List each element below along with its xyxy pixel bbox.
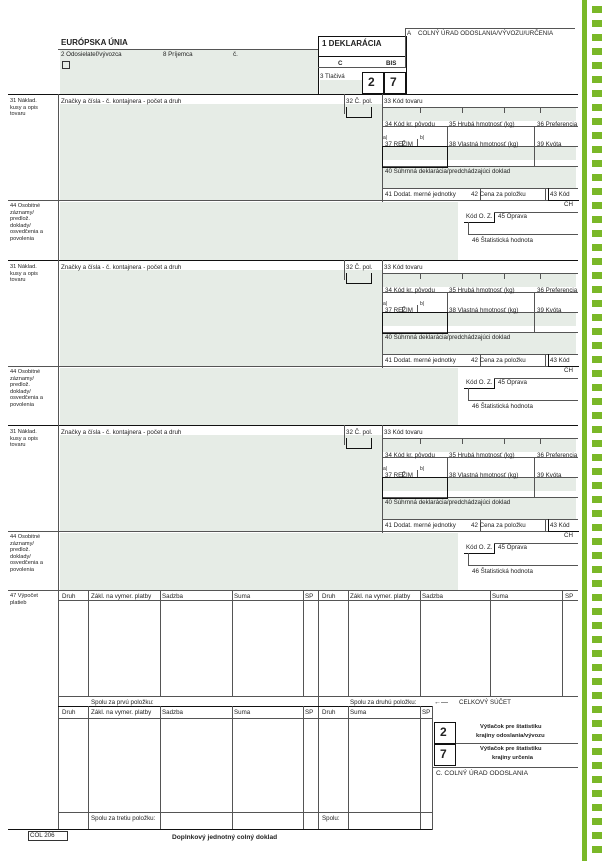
druh-3: Druh: [62, 709, 76, 716]
perforation-dash: [592, 496, 602, 503]
perforation-dash: [592, 748, 602, 755]
field-38-label: 38 Vlastná hmotnosť (kg): [449, 472, 519, 479]
perforation-dash: [592, 538, 602, 545]
perforation-dash: [592, 594, 602, 601]
perforation-dash: [592, 188, 602, 195]
line: [8, 531, 382, 532]
zakl-1: Zákl. na vymer. platby: [91, 593, 152, 600]
line: [232, 590, 233, 696]
oz-code-label: Kód O. Z.: [466, 379, 493, 386]
perforation-dash: [592, 104, 602, 111]
perforation-dash: [592, 832, 602, 839]
line: [348, 590, 349, 696]
perforation-dash: [592, 678, 602, 685]
field-45-label: 45 Oprava: [498, 213, 527, 220]
line: [58, 49, 318, 50]
perforation-dash: [592, 426, 602, 433]
field-32-label: 32 Č. pol.: [346, 98, 373, 105]
green-margin-strip: [582, 0, 587, 861]
line: [504, 107, 505, 113]
line: [456, 743, 578, 744]
field-43-label: 43 Kód: [550, 191, 570, 198]
line: [540, 438, 541, 444]
perforation-dash: [592, 6, 602, 13]
line: [504, 273, 505, 279]
copy-2-desc-1: Výtlačok pre štatistiku: [480, 724, 542, 730]
line: [417, 470, 418, 477]
line: [58, 718, 432, 719]
shade: [382, 438, 576, 452]
field-46-label: 46 Štatistická hodnota: [472, 237, 533, 244]
line: [468, 388, 469, 400]
office-label: COLNÝ ÚRAD ODOSLANIA/VÝVOZU/URČENIA: [418, 30, 554, 37]
perforation-dash: [592, 720, 602, 727]
perforation-dash: [592, 314, 602, 321]
line: [318, 590, 319, 830]
suma-4: Suma: [350, 709, 367, 716]
suma-1: Suma: [234, 593, 251, 600]
field-3-label: 3 Tlačivá: [320, 73, 345, 80]
field-43-ch: CH: [564, 201, 573, 208]
perforation-dash: [592, 356, 602, 363]
arrow-left-icon: ←—: [434, 699, 448, 706]
line: [344, 425, 345, 445]
perforation-dash: [592, 286, 602, 293]
copy-7-desc-2: krajiny určenia: [492, 755, 533, 761]
perforation-dash: [592, 454, 602, 461]
field-33-label: 33 Kód tovaru: [384, 264, 423, 271]
spolu-3: Spolu za tretiu položku:: [91, 815, 156, 822]
line: [462, 107, 463, 113]
field-37-label: 37 REŽIM: [385, 472, 413, 479]
field-34b-label: b|: [420, 135, 425, 141]
sp-1: SP: [305, 593, 314, 600]
perforation-dash: [592, 552, 602, 559]
perforation-dash: [592, 132, 602, 139]
line: [303, 590, 304, 696]
line: [405, 28, 406, 68]
eu-title: EURÓPSKA ÚNIA: [61, 38, 128, 47]
line: [420, 590, 421, 696]
sadzba-3: Sadzba: [162, 709, 183, 716]
line: [562, 590, 563, 696]
zakl-2: Zákl. na vymer. platby: [350, 593, 411, 600]
sp-2: SP: [565, 593, 574, 600]
spolu-4: Spolu:: [322, 815, 340, 822]
marks-label: Značky a čísla - č. kontajnera - počet a druh: [61, 429, 182, 436]
druh-2: Druh: [322, 593, 336, 600]
line: [468, 222, 469, 234]
perforation-dash: [592, 244, 602, 251]
perforation-dash: [592, 510, 602, 517]
line: [432, 767, 578, 768]
line: [8, 366, 382, 367]
field-36-label: 36 Preferencia: [537, 287, 578, 294]
total-sum-label: CELKOVÝ SÚČET: [459, 699, 511, 706]
shade: [60, 104, 382, 200]
copy-2-desc-2: krajiny odoslania/vývozu: [476, 733, 545, 739]
oz-code-label: Kód O. Z.: [466, 544, 493, 551]
perforation-dash: [592, 524, 602, 531]
sp-3: SP: [305, 709, 314, 716]
shade: [60, 202, 458, 260]
perforation-dash: [592, 706, 602, 713]
perforation-dash: [592, 398, 602, 405]
field-31-label: 31 Náklad. kusy a opis tovaru: [10, 264, 38, 284]
copy-7-number: 7: [440, 747, 447, 761]
field-43-label: 43 Kód: [550, 357, 570, 364]
field-33-label: 33 Kód tovaru: [384, 98, 423, 105]
field-8-c: č.: [233, 51, 238, 58]
line: [405, 28, 575, 29]
perforation-dash: [592, 160, 602, 167]
field-38-label: 38 Vlastná hmotnosť (kg): [449, 307, 519, 314]
line: [382, 273, 578, 274]
field-42-label: 42 Cena za položku: [471, 522, 526, 529]
perforation-dash: [592, 216, 602, 223]
shade: [382, 273, 576, 287]
line: [318, 67, 406, 68]
field-43-label: 43 Kód: [550, 522, 570, 529]
field-32-label: 32 Č. pol.: [346, 264, 373, 271]
regime-box[interactable]: [382, 312, 448, 334]
line: [58, 94, 59, 260]
line: [318, 56, 406, 57]
field-39-label: 39 Kvóta: [537, 141, 562, 148]
field-34a-label: a|: [383, 135, 388, 141]
field-44-label: 44 Osobitné záznamy/ predlož. doklady/ osvedčenia a povolenia: [10, 534, 43, 573]
field-33-label: 33 Kód tovaru: [384, 429, 423, 436]
spolu-1: Spolu za prvú položku:: [91, 699, 154, 706]
line: [534, 457, 535, 497]
regime-box[interactable]: [382, 477, 448, 499]
line: [468, 565, 578, 566]
perforation-dash: [592, 692, 602, 699]
field-45-label: 45 Oprava: [498, 544, 527, 551]
line: [545, 188, 546, 200]
line: [160, 590, 161, 696]
line: [88, 590, 89, 696]
shade: [60, 435, 382, 531]
item-number-box[interactable]: [346, 438, 372, 449]
sp-4: SP: [422, 709, 431, 716]
spolu-2: Spolu za druhú položku:: [350, 699, 417, 706]
perforation-dash: [592, 608, 602, 615]
field-8-label: 8 Príjemca: [163, 51, 193, 58]
perforation-dash: [592, 272, 602, 279]
suma-2: Suma: [492, 593, 509, 600]
shade: [60, 368, 458, 426]
field-39-label: 39 Kvóta: [537, 307, 562, 314]
field-43-ch: CH: [564, 367, 573, 374]
zakl-3: Zákl. na vymer. platby: [91, 709, 152, 716]
line: [504, 438, 505, 444]
perforation-dash: [592, 734, 602, 741]
perforation-dash: [592, 90, 602, 97]
line: [58, 812, 432, 813]
copy-7-desc-1: Výtlačok pre štatistiku: [480, 746, 542, 752]
perforation-dash: [592, 846, 602, 853]
perforation-dash: [592, 202, 602, 209]
perforation-dash: [592, 440, 602, 447]
perforation-dash: [592, 790, 602, 797]
line: [8, 425, 578, 426]
field-1-label: 1 DEKLARÁCIA: [322, 39, 382, 48]
field-37-label: 37 REŽIM: [385, 141, 413, 148]
line: [344, 94, 345, 114]
line: [420, 107, 421, 113]
form-number-7-text: 7: [390, 75, 397, 89]
field-31-label: 31 Náklad. kusy a opis tovaru: [10, 98, 38, 118]
field-37-label: 37 REŽIM: [385, 307, 413, 314]
field-34-label: 34 Kód kr. pôvodu: [385, 121, 435, 128]
field-36-label: 36 Preferencia: [537, 452, 578, 459]
field-42-label: 42 Cena za položku: [471, 357, 526, 364]
line: [382, 438, 578, 439]
line: [534, 292, 535, 332]
perforation-dash: [592, 776, 602, 783]
line: [58, 706, 432, 707]
perforation-dash: [592, 468, 602, 475]
line: [382, 107, 578, 108]
field-bis-label: BIS: [386, 60, 397, 67]
field-35-label: 35 Hrubá hmotnosť (kg): [449, 287, 515, 294]
perforation-dash: [592, 20, 602, 27]
field-35-label: 35 Hrubá hmotnosť (kg): [449, 121, 515, 128]
marks-label: Značky a čísla - č. kontajnera - počet a druh: [61, 264, 182, 271]
shade: [60, 533, 458, 591]
perforation-dash: [592, 118, 602, 125]
field-46-label: 46 Štatistická hodnota: [472, 568, 533, 575]
field-47-label: 47 Výpočet platieb: [10, 593, 38, 606]
sadzba-1: Sadzba: [162, 593, 183, 600]
field-44-label: 44 Osobitné záznamy/ predlož. doklady/ osvedčenia a povolenia: [10, 203, 43, 242]
field-32-label: 32 Č. pol.: [346, 429, 373, 436]
copy-2-number: 2: [440, 725, 447, 739]
shade: [60, 270, 382, 366]
payments-top-line: [8, 590, 578, 591]
perforation-dash: [592, 580, 602, 587]
druh-1: Druh: [62, 593, 76, 600]
form-code: COL 206: [30, 832, 55, 839]
perforation-dash: [592, 482, 602, 489]
field-2-checkbox[interactable]: [62, 61, 70, 69]
perforation-dash: [592, 48, 602, 55]
perforation-dash: [592, 342, 602, 349]
field-41-label: 41 Dodat. merné jednotky: [385, 191, 456, 198]
field-40-label: 40 Súhrnná deklarácia/predchádzajúci doklad: [385, 334, 511, 341]
line: [58, 696, 578, 697]
line: [462, 438, 463, 444]
field-34b-label: b|: [420, 466, 425, 472]
line: [545, 519, 546, 531]
line: [468, 234, 578, 235]
field-2-label: 2 Odosielateľ/vývozca: [61, 51, 122, 58]
perforation-dash: [592, 762, 602, 769]
field-35-label: 35 Hrubá hmotnosť (kg): [449, 452, 515, 459]
item-number-box[interactable]: [346, 107, 372, 118]
regime-box[interactable]: [382, 146, 448, 168]
field-45-label: 45 Oprava: [498, 379, 527, 386]
perforation-dash: [592, 34, 602, 41]
perforation-dash: [592, 370, 602, 377]
perforation-dash: [592, 412, 602, 419]
field-46-label: 46 Štatistická hodnota: [472, 403, 533, 410]
field-39-label: 39 Kvóta: [537, 472, 562, 479]
field-43-ch: CH: [564, 532, 573, 539]
field-34a-label: a|: [383, 301, 388, 307]
line: [8, 829, 432, 830]
field-41-label: 41 Dodat. merné jednotky: [385, 522, 456, 529]
perforation-dash: [592, 384, 602, 391]
line: [432, 706, 433, 830]
line: [545, 354, 546, 366]
druh-4: Druh: [322, 709, 336, 716]
perforation-dash: [592, 328, 602, 335]
suma-3: Suma: [234, 709, 251, 716]
shade: [382, 107, 576, 121]
item-number-box[interactable]: [346, 273, 372, 284]
field-36-label: 36 Preferencia: [537, 121, 578, 128]
field-34-label: 34 Kód kr. pôvodu: [385, 287, 435, 294]
perforation-dash: [592, 230, 602, 237]
marks-label: Značky a čísla - č. kontajnera - počet a druh: [61, 98, 182, 105]
perforation-dash: [592, 62, 602, 69]
line: [534, 126, 535, 166]
field-34b-label: b|: [420, 301, 425, 307]
line: [540, 273, 541, 279]
line: [417, 305, 418, 312]
line: [468, 553, 469, 565]
form-number-2-text: 2: [368, 75, 375, 89]
field-34a-label: a|: [383, 466, 388, 472]
line: [420, 438, 421, 444]
form-title: Doplnkový jednotný colný doklad: [172, 834, 278, 841]
line: [8, 260, 578, 261]
perforation-dash: [592, 818, 602, 825]
line: [8, 94, 578, 95]
field-40-label: 40 Súhrnná deklarácia/predchádzajúci doklad: [385, 168, 511, 175]
line: [420, 273, 421, 279]
line: [58, 260, 59, 426]
field-44-label: 44 Osobitné záznamy/ predlož. doklady/ osvedčenia a povolenia: [10, 369, 43, 408]
perforation-dash: [592, 566, 602, 573]
oz-code-label: Kód O. Z.: [466, 213, 493, 220]
line: [540, 107, 541, 113]
field-40-label: 40 Súhrnná deklarácia/predchádzajúci doklad: [385, 499, 511, 506]
line: [8, 200, 382, 201]
perforation-dash: [592, 664, 602, 671]
perforation-dash: [592, 622, 602, 629]
field-a-label: A: [407, 30, 412, 37]
line: [344, 260, 345, 280]
line: [58, 425, 59, 591]
perforation-dash: [592, 650, 602, 657]
line: [417, 139, 418, 146]
field-41-label: 41 Dodat. merné jednotky: [385, 357, 456, 364]
line: [462, 273, 463, 279]
perforation-dash: [592, 300, 602, 307]
perforation-dash: [592, 636, 602, 643]
line: [58, 590, 59, 830]
perforation-dash: [592, 258, 602, 265]
field-31-label: 31 Náklad. kusy a opis tovaru: [10, 429, 38, 449]
field-42-label: 42 Cena za položku: [471, 191, 526, 198]
office-c-label: C. COLNÝ ÚRAD ODOSLANIA: [436, 770, 528, 777]
perforation-dash: [592, 76, 602, 83]
field-38-label: 38 Vlastná hmotnosť (kg): [449, 141, 519, 148]
line: [468, 400, 578, 401]
perforation-dash: [592, 174, 602, 181]
sadzba-2: Sadzba: [422, 593, 443, 600]
field-34-label: 34 Kód kr. pôvodu: [385, 452, 435, 459]
line: [490, 590, 491, 696]
field-c-label: C: [338, 60, 343, 67]
perforation-dash: [592, 146, 602, 153]
perforation-dash: [592, 804, 602, 811]
